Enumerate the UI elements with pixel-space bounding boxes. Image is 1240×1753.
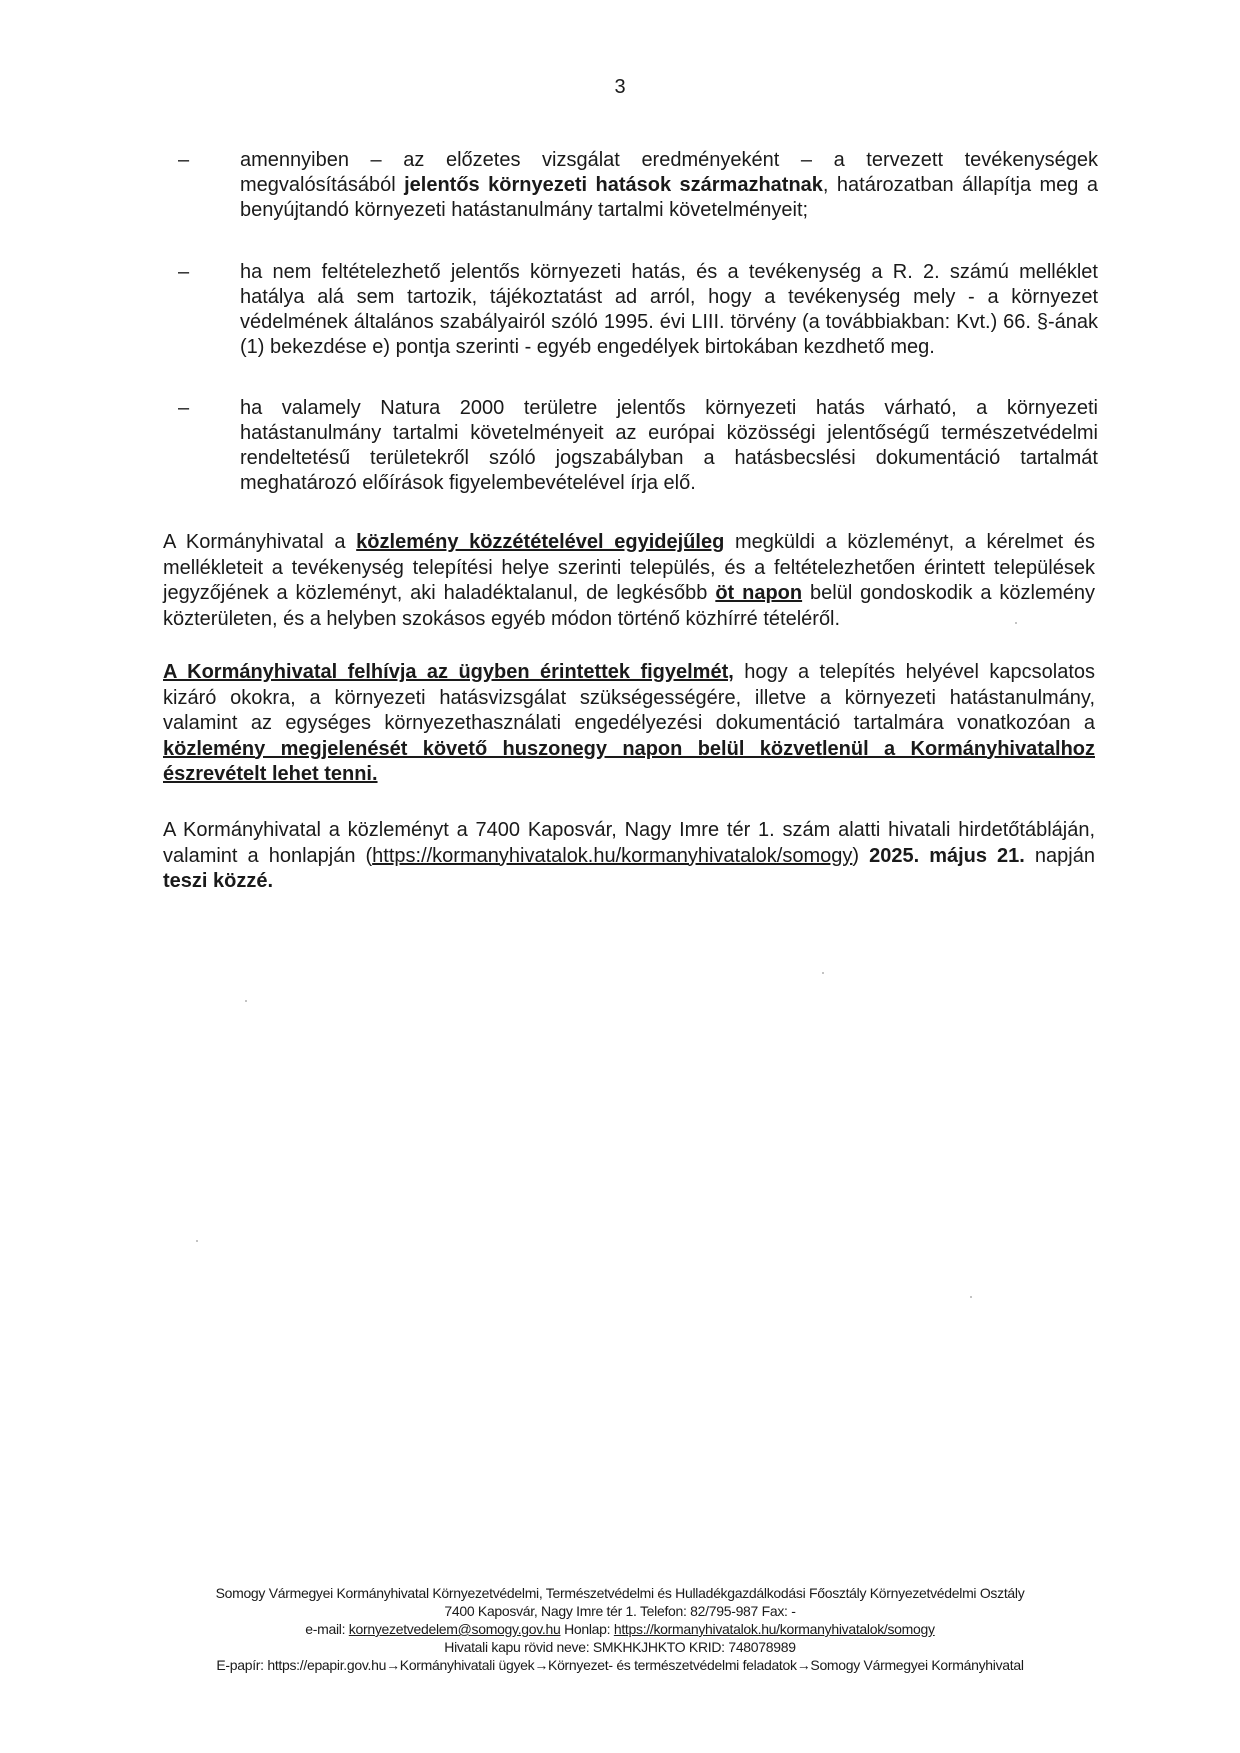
emphasis-underlined: közlemény megjelenését követő huszonegy napon belül közvetlenül a Kormányhivatalhoz észrevételt lehet tenni. — [163, 737, 1095, 785]
homepage-link[interactable]: https://kormanyhivatalok.hu/kormanyhivatalok/somogy — [613, 1621, 935, 1637]
paragraph-distribution: A Kormányhivatal a közlemény közzétételével egyidejűleg megküldi a közleményt, a kérelmet és mellékleteit a tevékenység telepítési helye szerinti település, és a feltételezhetően érintett települések jegyzőjének a közleményt, aki haladéktalanul, de legkésőbb öt napon belül gondoskodik a közlemény közterületen, és a helyben szokásos egyéb módon történő közhírré tételéről. — [163, 531, 1096, 630]
footer-contact: e-mail: kornyezetvedelem@somogy.gov.hu Honlap: https://kormanyhivatalok.hu/kormanyhivatalok/somogy — [305, 1621, 935, 1637]
scan-speck — [245, 1000, 247, 1002]
list-dash: – — [178, 397, 190, 419]
publication-date: 2025. május 21. — [869, 844, 1025, 867]
emphasis: jelentős környezeti hatások származhatnak — [404, 174, 823, 196]
list-item-text: amennyiben – az előzetes vizsgálat eredményeként – a tervezett tevékenységek megvalósításából jelentős környezeti hatások származhatnak, határozatban állapítja meg a benyújtandó környezeti hatástanulmány tartalmi követelményeit; — [240, 149, 1098, 221]
footer-krid: Hivatali kapu rövid neve: SMKHKJHKTO KRID: 748078989 — [444, 1639, 796, 1655]
page-number: 3 — [614, 76, 626, 98]
paragraph-publication: A Kormányhivatal a közleményt a 7400 Kaposvár, Nagy Imre tér 1. szám alatti hivatali hirdetőtábláján, valamint a honlapján (https://kormanyhivatalok.hu/kormanyhivatalok/somogy) 2025. május 21. napján teszi közzé. — [163, 819, 1095, 892]
scan-speck — [196, 1240, 198, 1242]
paragraph-notice: A Kormányhivatal felhívja az ügyben érintettek figyelmét, hogy a telepítés helyével kapcsolatos kizáró okokra, a környezeti hatásvizsgálat szükségességére, illetve a környezeti hatástanulmány, valamint az egységes környezethasználati engedélyezési dokumentáció tartalmára vonatkozóan a közlemény megjelenését követő huszonegy napon belül közvetlenül a Kormányhivatalhoz észrevételt lehet tenni. — [163, 661, 1095, 785]
emphasis-underlined: közlemény közzétételével egyidejűleg — [356, 531, 725, 553]
emphasis-underlined: A Kormányhivatal felhívja az ügyben érintettek figyelmét, — [163, 661, 734, 683]
list-item-text: ha nem feltételezhető jelentős környezeti hatás, és a tevékenység a R. 2. számú melléklet hatálya alá sem tartozik, tájékoztatást ad arról, hogy a tevékenység mely - a környezet védelmének általános szabályairól szóló 1995. évi LIII. törvény (a továbbiakban: Kvt.) 66. §-ának (1) bekezdése e) pontja szerinti - egyéb engedélyek birtokában kezdhető meg. — [240, 261, 1098, 358]
email-link[interactable]: kornyezetvedelem@somogy.gov.hu — [348, 1621, 561, 1637]
footer — [140, 1584, 1100, 1674]
list-dash: – — [178, 261, 190, 283]
list-dash: – — [178, 149, 190, 171]
emphasis-underlined: öt napon — [715, 582, 803, 604]
footer-epapir: E-papír: https://epapir.gov.hu→Kormányhivatali ügyek→Környezet- és természetvédelmi feladatok→Somogy Vármegyei Kormányhivatal — [216, 1657, 1024, 1673]
list-item-text: ha valamely Natura 2000 területre jelentős környezeti hatás várható, a környezeti hatástanulmány tartalmi követelményeit az európai közösségi jelentőségű természetvédelmi rendeltetésű területekről szóló jogszabályban a hatásbecslési dokumentáció tartalmát meghatározó előírások figyelembevételével írja elő. — [240, 397, 1098, 494]
scan-speck — [1015, 622, 1017, 624]
website-link[interactable]: https://kormanyhivatalok.hu/kormanyhivatalok/somogy — [372, 844, 853, 867]
footer-address: 7400 Kaposvár, Nagy Imre tér 1. Telefon: 82/795-987 Fax: - — [444, 1603, 796, 1619]
footer-org: Somogy Vármegyei Kormányhivatal Környezetvédelmi, Természetvédelmi és Hulladékgazdálkodási Főosztály Környezetvédelmi Osztály — [215, 1585, 1025, 1601]
list-item — [178, 396, 1098, 501]
emphasis: teszi közzé. — [163, 870, 274, 892]
list-item — [178, 148, 1098, 228]
list-item — [178, 260, 1098, 390]
scan-speck — [822, 972, 824, 974]
scan-speck — [970, 1296, 972, 1298]
